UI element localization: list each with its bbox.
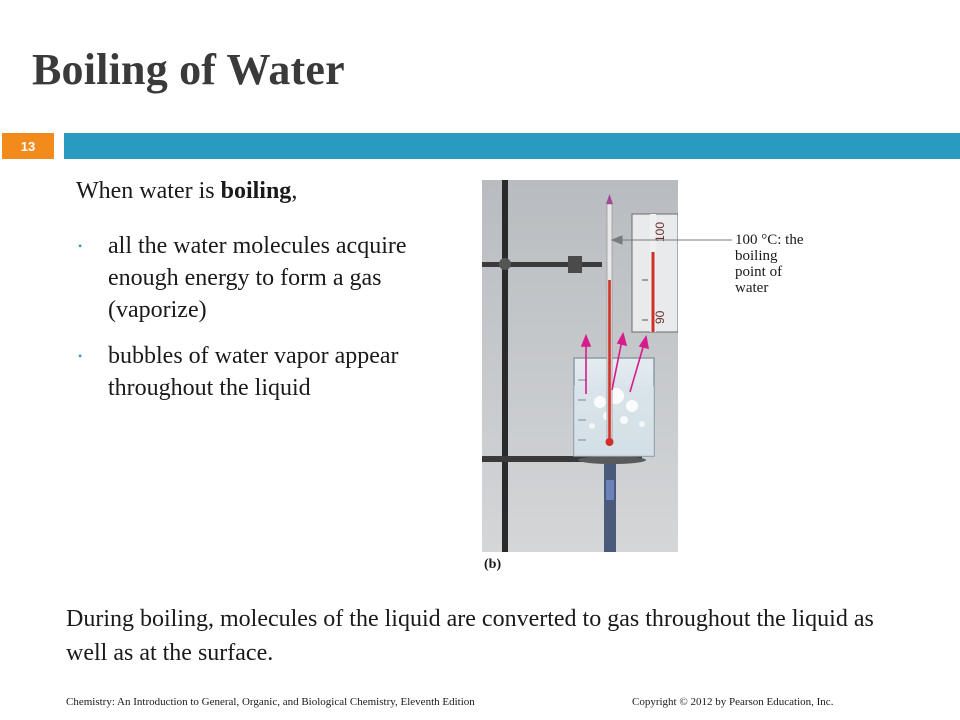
slide-number: 13 (20, 138, 36, 154)
bullet-dot-icon: • (78, 239, 83, 253)
inset-scale-bottom: 90 (653, 310, 667, 324)
bullet-text: all the water molecules acquire enough energy to form a gas (vaporize) (108, 233, 407, 323)
annotation-line: water (735, 280, 769, 296)
intro-prefix: When water is (76, 178, 221, 204)
boiling-point-annotation (735, 232, 804, 296)
intro-suffix: , (291, 178, 298, 204)
bullet-dot-icon: • (78, 349, 83, 363)
annotation-line: point of (735, 264, 783, 280)
footer-copyright: Copyright © 2012 by Pearson Education, Inc. (632, 696, 834, 708)
annotation-line: 100 °C: the (735, 232, 804, 248)
bullet-text: bubbles of water vapor appear throughout the liquid (108, 343, 399, 401)
footer-book-title: Chemistry: An Introduction to General, Organic, and Biological Chemistry, Eleventh Edition (66, 696, 475, 708)
intro-bold: boiling (220, 178, 292, 204)
inset-scale-top: 100 (653, 221, 667, 242)
figure-panel-label: (b) (484, 557, 502, 572)
slide-title: Boiling of Water (32, 45, 345, 94)
summary-text: During boiling, molecules of the liquid are converted to gas throughout the liquid as well as at the surface. (66, 606, 874, 666)
annotation-line: boiling (735, 248, 778, 264)
leader-arrow-icon (612, 236, 732, 244)
